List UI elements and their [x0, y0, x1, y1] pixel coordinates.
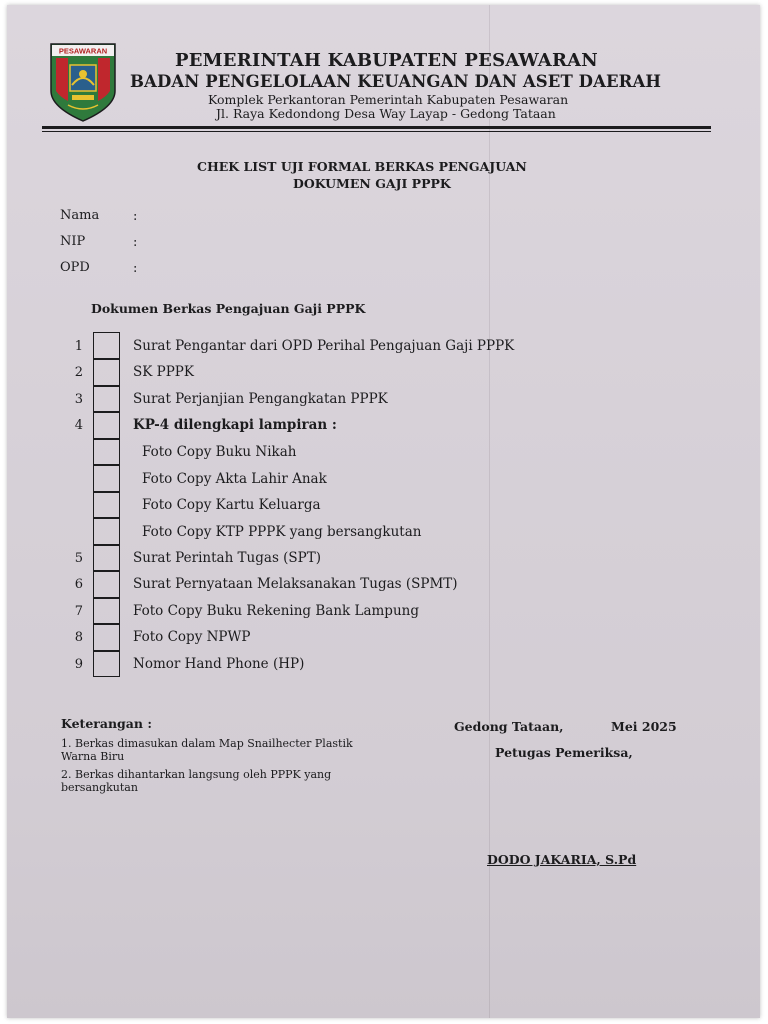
checklist-number: 6: [74, 577, 83, 592]
checkbox-divider: [93, 570, 120, 572]
checkbox-divider: [93, 464, 120, 466]
checkbox-divider: [93, 438, 120, 440]
checklist-subitem: Foto Copy KTP PPPK yang bersangkutan: [142, 524, 422, 540]
checklist-item: Foto Copy Buku Rekening Bank Lampung: [133, 603, 419, 619]
checklist-item-kp4: KP-4 dilengkapi lampiran :: [133, 417, 337, 433]
field-colon-opd: :: [133, 261, 138, 276]
letterhead-rule-thin: [42, 131, 711, 132]
document-title-line1: CHEK LIST UJI FORMAL BERKAS PENGAJUAN: [197, 159, 527, 174]
note-2-line1: 2. Berkas dihantarkan langsung oleh PPPK yang: [61, 768, 332, 781]
checkbox-divider: [93, 597, 120, 599]
checklist-number: 2: [74, 365, 83, 380]
field-colon-nama: :: [133, 209, 138, 224]
checkbox-divider: [93, 411, 120, 413]
letterhead-address-line1: Komplek Perkantoran Pemerintah Kabupaten Pesawaran: [208, 92, 569, 107]
field-label-opd: OPD: [60, 260, 90, 275]
checkbox-column: [93, 332, 120, 677]
document-page: [7, 5, 760, 1018]
checklist-number: 5: [74, 551, 83, 566]
checklist-number: 3: [74, 392, 83, 407]
signature-name: DODO JAKARIA, S.Pd: [487, 852, 637, 867]
signature-date: Mei 2025: [611, 719, 677, 734]
checkbox-divider: [93, 650, 120, 652]
checkbox-divider: [93, 544, 120, 546]
checklist-item: Surat Perjanjian Pengangkatan PPPK: [133, 391, 388, 407]
checkbox-divider: [93, 385, 120, 387]
checkbox-divider: [93, 517, 120, 519]
note-1-line1: 1. Berkas dimasukan dalam Map Snailhecter Plastik: [61, 737, 353, 750]
document-title-line2: DOKUMEN GAJI PPPK: [293, 176, 451, 191]
checklist-number: 8: [74, 630, 83, 645]
checkbox-divider: [93, 491, 120, 493]
checklist-number: 9: [74, 657, 83, 672]
signature-place: Gedong Tataan,: [454, 719, 564, 734]
field-label-nip: NIP: [60, 234, 86, 249]
checklist-item: Surat Pengantar dari OPD Perihal Pengajuan Gaji PPPK: [133, 338, 515, 354]
checklist-subitem: Foto Copy Kartu Keluarga: [142, 497, 321, 513]
checklist-item: Foto Copy NPWP: [133, 629, 251, 645]
checklist-subitem: Foto Copy Akta Lahir Anak: [142, 471, 327, 487]
checkbox-divider: [93, 623, 120, 625]
checklist-subitem: Foto Copy Buku Nikah: [142, 444, 297, 460]
field-label-nama: Nama: [60, 208, 100, 223]
section-title: Dokumen Berkas Pengajuan Gaji PPPK: [91, 301, 366, 316]
note-1-line2: Warna Biru: [61, 750, 125, 763]
signature-role: Petugas Pemeriksa,: [495, 745, 633, 760]
note-2-line2: bersangkutan: [61, 781, 138, 794]
checklist-item: Surat Pernyataan Melaksanakan Tugas (SPMT): [133, 576, 458, 592]
letterhead-rule-thick: [42, 126, 711, 129]
pesawaran-emblem-logo: [48, 41, 118, 123]
checklist-item: SK PPPK: [133, 364, 194, 380]
checklist-item: Nomor Hand Phone (HP): [133, 656, 305, 672]
letterhead-address-line2: Jl. Raya Kedondong Desa Way Layap - Gedong Tataan: [216, 106, 556, 121]
checklist-item: Surat Perintah Tugas (SPT): [133, 550, 322, 566]
checklist-number: 4: [74, 418, 83, 433]
checklist-number: 1: [74, 339, 83, 354]
letterhead-government: PEMERINTAH KABUPATEN PESAWARAN: [175, 50, 598, 71]
field-colon-nip: :: [133, 235, 138, 250]
logo-text: PESAWARAN: [58, 46, 108, 56]
checklist-number: 7: [74, 604, 83, 619]
letterhead-agency: BADAN PENGELOLAAN KEUANGAN DAN ASET DAERAH: [130, 72, 662, 91]
notes-heading: Keterangan :: [61, 716, 152, 731]
checkbox-divider: [93, 358, 120, 360]
